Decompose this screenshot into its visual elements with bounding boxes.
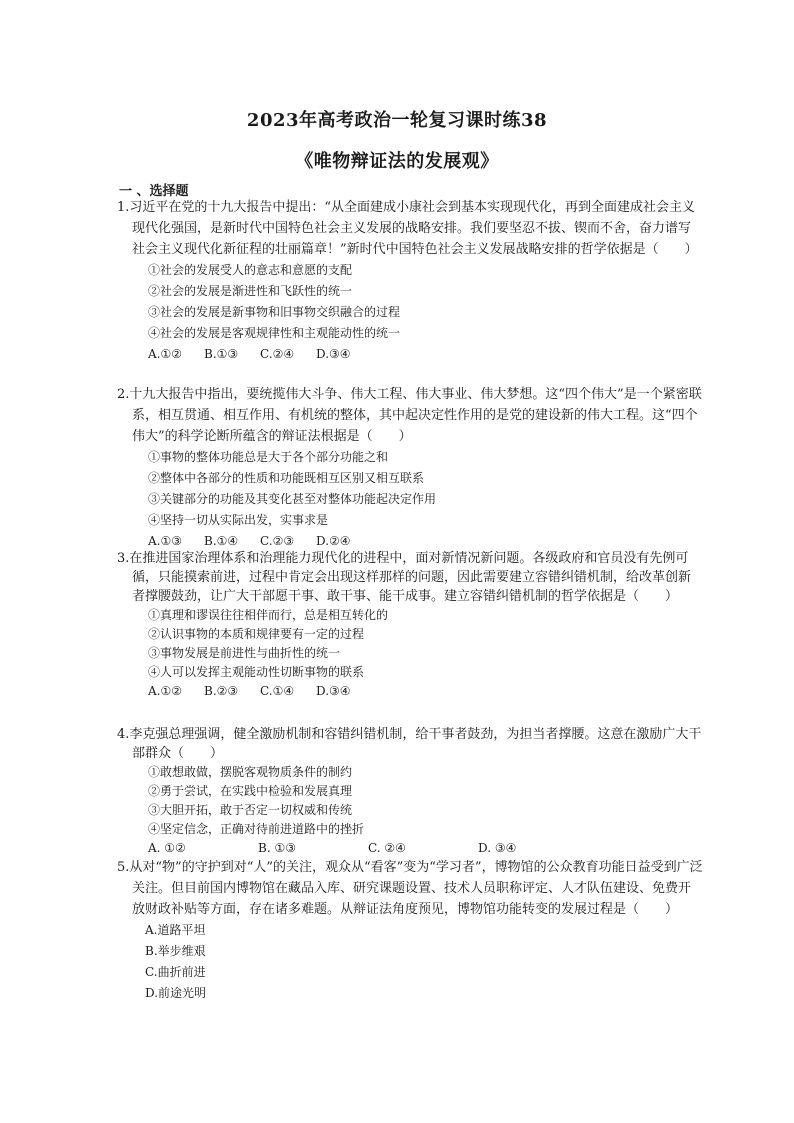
question-3 — [117, 549, 703, 701]
answer-choices — [117, 682, 703, 701]
statement-option: ②勇于尝试，在实践中检验和发展真理 — [148, 784, 353, 798]
answer-choice-c: C.曲折前进 — [145, 965, 206, 979]
answer-choice-b: B.①④ — [204, 534, 239, 548]
answer-choice-c: C. ②④ — [368, 841, 406, 855]
statement-option: ①真理和谬误往往相伴而行，总是相互转化的 — [148, 608, 389, 622]
question-5 — [117, 857, 703, 1004]
answer-choice-d: D.②④ — [316, 534, 351, 548]
answer-choice-a: A.①③ — [148, 534, 182, 548]
answer-choice-d: D.③④ — [316, 347, 351, 361]
section-heading: 一 、选择题 — [119, 184, 189, 199]
statement-option: ②认识事物的本质和规律要有一定的过程 — [148, 627, 365, 641]
answer-choice-c: C.①④ — [260, 684, 295, 698]
question-2 — [117, 384, 703, 552]
statement-option: ②整体中各部分的性质和功能既相互区别又相互联系 — [148, 471, 425, 485]
document-subtitle: 《唯物辩证法的发展观》 — [295, 151, 499, 172]
statement-option: ④坚定信念，正确对待前进道路中的挫折 — [148, 822, 365, 836]
question-stem: 5.从对“物”的守护到对“人”的关注，观众从“看客”变为“学习者”，博物馆的公众教育功能日益受到广泛关注。但目前国内博物馆在藏品入库、研究课题设置、技术人员职称评定、人才队伍建设、免费开放财政补贴等方面，存在诸多难题。从辩证法角度预见，博物馆功能转变的发展过程是（ ） — [117, 860, 703, 917]
answer-choice-a: A. ①② — [148, 841, 186, 855]
statement-option: ④人可以发挥主观能动性切断事物的联系 — [148, 665, 365, 679]
question-1 — [117, 197, 703, 365]
question-stem: 4.李克强总理强调，健全激励机制和容错纠错机制，给干事者鼓劲，为担当者撑腰。这意在激励广大干部群众（ ） — [117, 727, 702, 761]
statement-option: ①事物的整体功能总是大于各个部分功能之和 — [148, 450, 389, 464]
question-stem: 1.习近平在党的十九大报告中提出：“从全面建成小康社会到基本实现现代化，再到全面建成社会主义现代化强国，是新时代中国特色社会主义发展的战略安排。我们要坚忍不拔、锲而不舍，奋力谱写社会主义现代化新征程的壮丽篇章！”新时代中国特色社会主义发展战略安排的哲学依据是（ ） — [117, 200, 698, 257]
answer-choice-c: C.②③ — [260, 534, 295, 548]
answer-choice-a: A.①② — [148, 347, 182, 361]
question-stem: 3.在推进国家治理体系和治理能力现代化的进程中，面对新情况新问题。各级政府和官员没有先例可循，只能摸索前进，过程中肯定会出现这样那样的问题，因此需要建立容错纠错机制，给改革创新者撑腰鼓劲，让广大干部愿干事、敢干事、能干成事。建立容错纠错机制的哲学依据是（ ） — [117, 551, 692, 604]
statement-option: ③关键部分的功能及其变化甚至对整体功能起决定作用 — [148, 492, 437, 506]
answer-choice-d: D.前途光明 — [145, 986, 207, 1000]
answer-choices — [117, 839, 703, 858]
statement-option: ④社会的发展是客观规律性和主观能动性的统一 — [148, 326, 401, 340]
answer-choice-c: C.②④ — [260, 347, 295, 361]
question-4 — [117, 725, 703, 858]
statement-option: ③事物发展是前进性与曲折性的统一 — [148, 646, 341, 660]
answer-choice-b: B.①③ — [204, 347, 239, 361]
statement-option: ④坚持一切从实际出发，实事求是 — [148, 513, 329, 527]
statement-option: ①社会的发展受人的意志和意愿的支配 — [148, 263, 353, 277]
statement-option: ③社会的发展是新事物和旧事物交织融合的过程 — [148, 305, 401, 319]
answer-choices — [117, 344, 703, 365]
answer-choice-a: A.道路平坦 — [145, 923, 206, 937]
statement-option: ②社会的发展是渐进性和飞跃性的统一 — [148, 284, 353, 298]
answer-choice-b: B.②③ — [204, 684, 239, 698]
answer-choice-d: D.③④ — [316, 684, 351, 698]
document-title: 2023年高考政治一轮复习课时练38 — [246, 110, 548, 131]
answer-choice-a: A.①② — [148, 684, 182, 698]
answer-choice-d: D. ③④ — [478, 841, 517, 855]
question-stem: 2.十九大报告中指出，要统揽伟大斗争、伟大工程、伟大事业、伟大梦想。这“四个伟大”是一个紧密联系，相互贯通、相互作用、有机统的整体，其中起决定性作用的是党的建设新的伟大工程。这“四个伟大”的科学论断所蕴含的辩证法根据是（ ） — [117, 387, 702, 444]
statement-option: ③大胆开拓，敢于否定一切权威和传统 — [148, 803, 353, 817]
answer-choice-b: B.举步维艰 — [145, 944, 206, 958]
answer-choice-b: B. ①③ — [258, 841, 296, 855]
statement-option: ①敢想敢做，摆脱客观物质条件的制约 — [148, 765, 353, 779]
